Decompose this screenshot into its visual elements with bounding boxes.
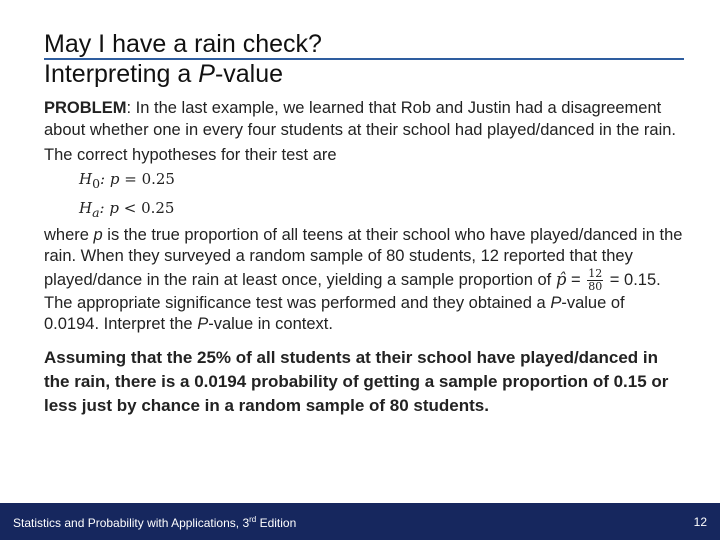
hypotheses-intro: The correct hypotheses for their test are [44,146,337,164]
problem-label: PROBLEM [44,99,127,117]
alternative-hypothesis: $H_a$: p < 0.25 [79,198,175,220]
title-line1: May I have a rain check? [44,30,322,58]
slide-body [44,98,684,418]
problem-text: : In the last example, we learned that Rob and Justin had a disagreement about whether one in every four students at their school had played/danced in the rain. [44,99,676,139]
footer-book-title: Statistics and Probability with Applications, 3rd Edition [13,515,297,530]
null-hypothesis: $H_0$: p = 0.25 [79,169,175,191]
phat-symbol: p̂ [555,269,567,289]
problem-statement [44,98,684,141]
sample-fraction: $\frac{12}{80}$ [588,266,603,293]
answer-text: Assuming that the 25% of all students at their school have played/danced in the rain, there is a 0.0194 probability of getting a sample proportion of 0.15 or less just by chance in a random sample of 80 students. [44,347,669,415]
problem-description: where p is the true proportion of all teens at their school who have played/danced in the rain. When they surveyed a random sample of 80 students, 12 reported that they played/dance in the rain at least once, yielding a sample proportion of p̂ = $\frac{12}{80}$ = 0.15. The appropriate significance test was performed and they obtained a P-value of 0.0194. Interpret the P-value in context. [44,225,683,333]
title-line2: Interpreting a P-value [44,60,284,88]
footer-bar [0,503,720,540]
title-underline [44,58,684,60]
page-number: 12 [693,515,707,529]
